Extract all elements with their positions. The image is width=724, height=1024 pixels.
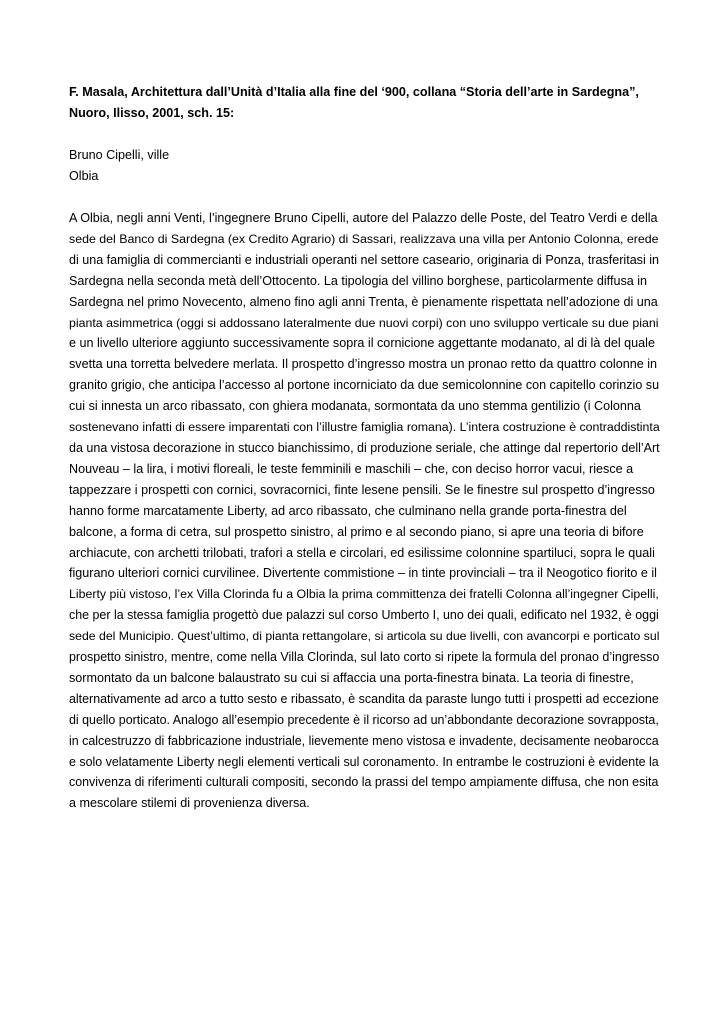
body-line: sormontato da un balcone balaustrato su cui si affaccia una porta-finestra binata. La teoria di finestre, [69, 670, 634, 685]
body-line: di una famiglia di commercianti e industriali operanti nel settore caseario, originaria di Ponza, trasferitasi in [69, 252, 659, 267]
body-line: che per la stessa famiglia progettò due palazzi sul corso Umberto I, uno dei quali, edificato nel 1932, è oggi [69, 608, 659, 623]
body-line: Nouveau – la lira, i motivi floreali, le teste femminili e maschili – che, con deciso horror vacui, riesce a [69, 461, 634, 476]
body-line: cui si innesta un arco ribassato, con ghiera modanata, sormontata da uno stemma gentilizio (i Colonna [69, 399, 641, 414]
citation-line: Nuoro, Ilisso, 2001, sch. 15: [69, 106, 235, 120]
citation-heading [69, 82, 659, 124]
body-line: figurano ulteriori cornici curvilinee. Divertente commistione – in tinte provinciali – tra il Neogotico fiorito e il [69, 566, 657, 581]
subject-block [69, 145, 659, 187]
body-line: da una vistosa decorazione in stucco bianchissimo, di produzione seriale, che attinge dal repertorio dell’Art [69, 440, 660, 455]
body-line: pianta asimmetrica (oggi si addossano lateralmente due nuovi corpi) con uno sviluppo verticale su due piani [69, 315, 659, 330]
body-line: convivenza di riferimenti culturali compositi, secondo la prassi del tempo ampiamente diffusa, che non esita [69, 775, 659, 790]
body-line: Sardegna nel primo Novecento, almeno fino agli anni Trenta, è pienamente rispettata nell’adozione di una [69, 294, 658, 309]
citation-line: F. Masala, Architettura dall’Unità d’Italia alla fine del ‘900, collana “Storia dell’arte in Sardegna”, [69, 85, 639, 99]
subject-place: Olbia [69, 169, 99, 183]
body-line: alternativamente ad arco a tutto sesto e ribassato, è scandita da paraste lungo tutti i prospetti ad eccezione [69, 691, 659, 706]
body-line: prospetto sinistro, mentre, come nella Villa Clorinda, sul lato corto si ripete la formula del pronao d’ingresso [69, 650, 660, 665]
subject-title: Bruno Cipelli, ville [69, 148, 170, 162]
body-line: A Olbia, negli anni Venti, l’ingegnere Bruno Cipelli, autore del Palazzo delle Poste, del Teatro Verdi e della [69, 211, 658, 225]
body-line: balcone, a forma di cetra, sul prospetto sinistro, al primo e al secondo piano, si apre una teoria di bifore [69, 524, 644, 539]
body-line: sede del Banco di Sardegna (ex Credito Agrario) di Sassari, realizzava una villa per Antonio Colonna, erede [69, 231, 659, 246]
body-line: Liberty più vistoso, l’ex Villa Clorinda fu a Olbia la prima committenza dei fratelli Colonna all’ingegner Cipelli, [69, 587, 659, 602]
body-line: e un livello ulteriore aggiunto successivamente sopra il cornicione aggettante modanato, al di là del quale [69, 336, 655, 351]
body-line: Sardegna nella seconda metà dell’Ottocento. La tipologia del villino borghese, particolarmente diffusa in [69, 273, 648, 288]
body-line: sostenevano infatti di essere imparentati con l’illustre famiglia romana). L’intera costruzione è contraddistinta [69, 420, 660, 435]
body-line: sede del Municipio. Quest’ultimo, di pianta rettangolare, si articola su due livelli, con avancorpi e porticato sul [69, 629, 660, 644]
body-line: hanno forme marcatamente Liberty, ad arco ribassato, che culminano nella grande porta-finestra del [69, 503, 627, 518]
body-line: tappezzare i prospetti con cornici, sovracornici, finte lesene pensili. Se le finestre sul prospetto d’ingresso [69, 482, 655, 497]
document-page [69, 82, 659, 814]
body-line: svetta una torretta belvedere merlata. Il prospetto d’ingresso mostra un pronao retto da quattro colonne in [69, 357, 658, 372]
body-line: a mescolare stilemi di provenienza diversa. [69, 796, 310, 811]
body-line: archiacute, con archetti trilobati, trafori a stella e circolari, ed esilissime colonnine spartiluci, sopra le quali [69, 545, 655, 560]
body-line: di quello porticato. Analogo all’esempio precedente è il ricorso ad un’abbondante decorazione sovrapposta, [69, 712, 659, 727]
body-line: e solo velatamente Liberty negli elementi verticali sul coronamento. In entrambe le costruzioni è evidente la [69, 754, 659, 769]
body-line: in calcestruzzo di fabbricazione industriale, lievemente meno vistosa e invadente, decisamente neobarocca [69, 733, 659, 748]
body-paragraph [69, 208, 659, 814]
body-line: granito grigio, che anticipa l’accesso al portone incorniciato da due semicolonnine con capitello corinzio su [69, 378, 660, 393]
